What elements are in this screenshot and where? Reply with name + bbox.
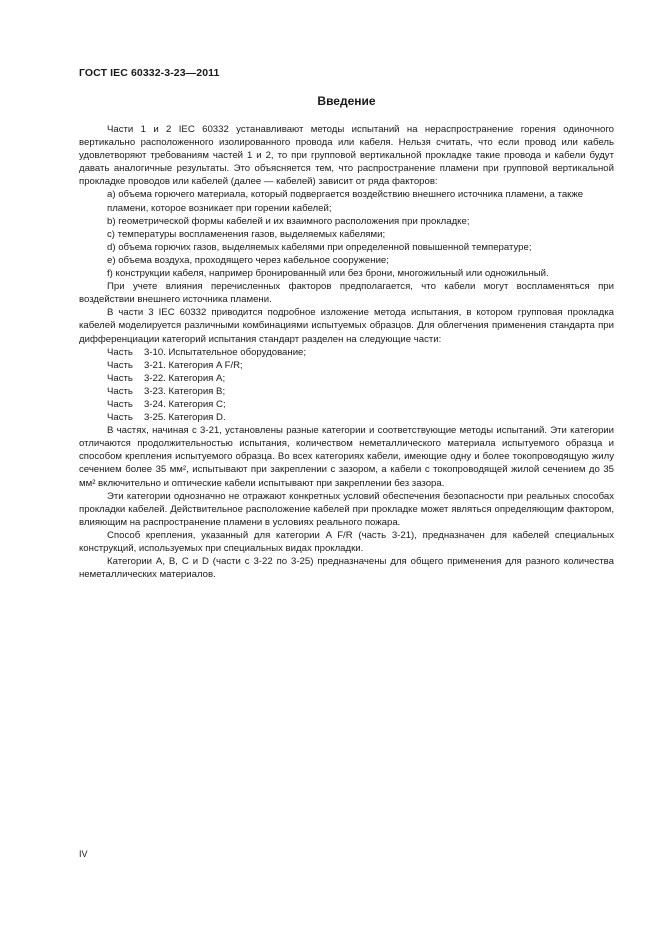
part-text: 3-25. Категория D. bbox=[144, 412, 226, 424]
part-word: Часть bbox=[107, 412, 133, 424]
document-header: ГОСТ IEC 60332-3-23—2011 bbox=[79, 67, 220, 79]
part-list-item bbox=[79, 385, 614, 398]
section-title: Введение bbox=[317, 94, 376, 108]
part-word: Часть bbox=[107, 372, 133, 384]
factor-item-e: e) объема воздуха, проходящего через кабельное сооружение; bbox=[107, 254, 389, 266]
part-text: 3-22. Категория A; bbox=[144, 372, 226, 384]
part-text: 3-10. Испытательное оборудование; bbox=[144, 346, 307, 358]
part-word: Часть bbox=[107, 359, 133, 371]
factor-item-c: c) температуры воспламенения газов, выделяемых кабелями; bbox=[107, 228, 386, 240]
part-list-item bbox=[79, 411, 614, 424]
part-list-item bbox=[79, 346, 614, 359]
factor-item-b: b) геометрической формы кабелей и их взаимного расположения при прокладке; bbox=[107, 215, 470, 227]
paragraph-part3-overview: В части 3 IEC 60332 приводится подробное изложение метода испытания, в котором групповая прокладка кабелей моделируется различными комбинациями испытуемых образцов. Для облегчения применения стандарта при дифференциации категорий испытания стандарт разделен на следующие части: bbox=[79, 307, 614, 345]
section-body bbox=[79, 123, 614, 581]
paragraph-intro: Части 1 и 2 IEC 60332 устанавливают методы испытаний на нераспространение горения одиночного вертикально расположенного изолированного провода или кабеля. Нельзя считать, что если провод или кабель удовлетворяют требованиям частей 1 и 2, то при групповой вертикальной прокладке такие провода и кабели будут давать аналогичные результаты. Это объясняется тем, что распространение пламени при групповой вертикальной прокладке проводов или кабелей (далее — кабелей) зависит от ряда факторов: bbox=[79, 124, 614, 188]
page-number: IV bbox=[79, 849, 88, 859]
part-word: Часть bbox=[107, 385, 133, 397]
part-text: 3-24. Категория C; bbox=[144, 398, 226, 410]
factor-item-d: d) объема горючих газов, выделяемых кабелями при определенной повышенной температуре; bbox=[107, 241, 532, 253]
part-text: 3-21. Категория A F/R; bbox=[144, 359, 243, 371]
part-word: Часть bbox=[107, 346, 133, 358]
paragraph-general-categories: Категории A, B, C и D (части с 3-22 по 3-25) предназначены для общего применения для разного количества неметаллических материалов. bbox=[79, 556, 614, 581]
paragraph-categories: В частях, начиная с 3-21, установлены разные категории и соответствующие методы испытаний. Эти категории отличаются продолжительностью испытания, количеством неметаллического материала испытуемого образца и способом крепления испытуемого образца. Во всех категориях кабели, имеющие одну и более токопроводящую жилу сечением более 35 мм², испытывают при закреплении с зазором, а кабели с токопроводящей жилой сечением до 35 мм² включительно и оптические кабели испытывают при закреплении без зазора. bbox=[79, 425, 614, 489]
part-word: Часть bbox=[107, 398, 133, 410]
part-list-item bbox=[79, 398, 614, 411]
paragraph-categories-safety: Эти категории однозначно не отражают конкретных условий обеспечения безопасности при реальных способах прокладки кабелей. Действительное расположение кабелей при прокладке может являться определяющим фактором, влияющим на распространение пламени в условиях реального пожара. bbox=[79, 490, 614, 528]
paragraph-factors-conclusion: При учете влияния перечисленных факторов предполагается, что кабели могут воспламеняться при воздействии внешнего источника пламени. bbox=[79, 281, 614, 306]
factor-item-f: f) конструкции кабеля, например бронированный или без брони, многожильный или одножильный. bbox=[107, 268, 549, 280]
part-list-item bbox=[79, 372, 614, 385]
factor-item-a: а) объема горючего материала, который подвергается воздействию внешнего источника пламени, а также пламени, которое возникает при горении кабелей; bbox=[107, 189, 584, 214]
part-list-item bbox=[79, 359, 614, 372]
paragraph-mounting-method: Способ крепления, указанный для категории A F/R (часть 3-21), предназначен для кабелей специальных конструкций, используемых при специальных видах прокладки. bbox=[79, 529, 614, 554]
part-text: 3-23. Категория B; bbox=[144, 385, 226, 397]
